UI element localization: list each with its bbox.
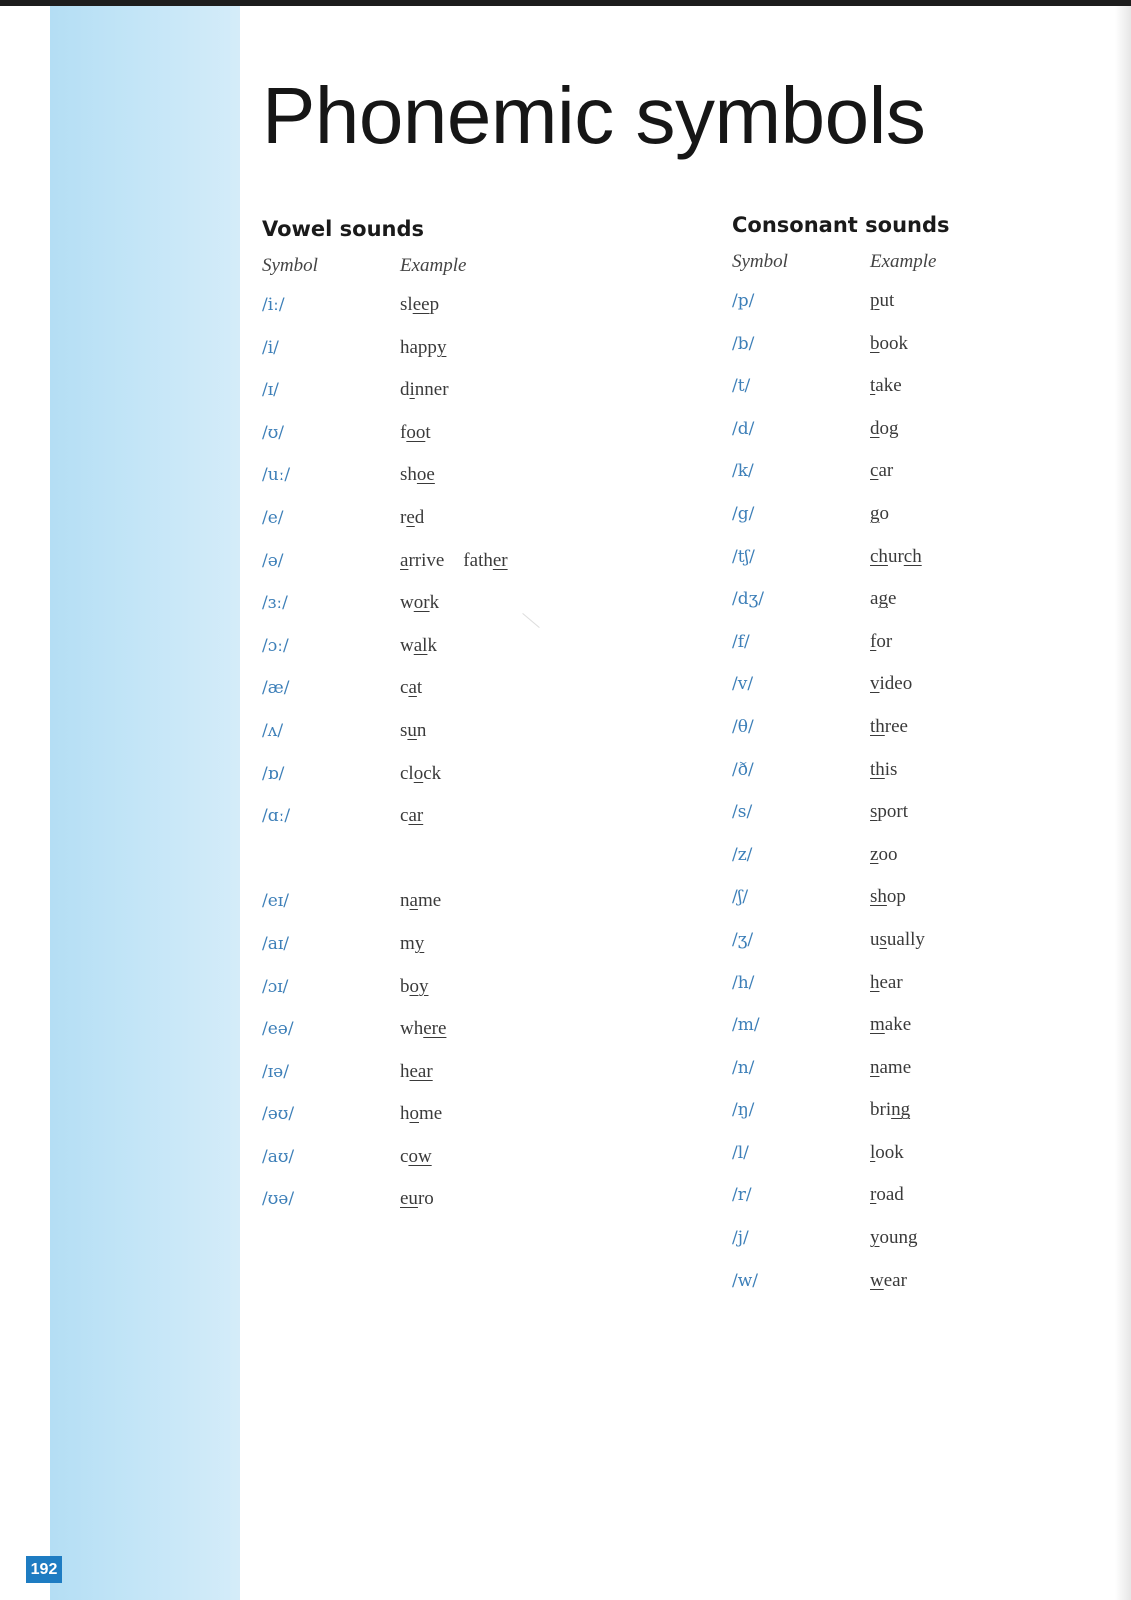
phonemic-symbol: /t/ [732,376,751,397]
example-word: for [870,630,893,652]
phonemic-symbol: /e/ [262,507,284,528]
phonemic-symbol: /aɪ/ [262,933,290,954]
list-item [262,847,602,890]
phonemic-symbol: /eə/ [262,1019,294,1040]
list-item [262,1017,602,1060]
phonemic-symbol: /ʊə/ [262,1189,295,1210]
example-word: make [870,1014,912,1036]
list-item [732,417,1072,460]
example-word: where [400,1018,447,1040]
example-word: home [400,1103,443,1125]
example-word: this [870,758,898,780]
example-word: red [400,506,425,528]
list-item [732,332,1072,375]
example-word: zoo [870,843,898,865]
consonant-sounds-section [732,211,1072,1311]
phonemic-symbol: /ʊ/ [262,422,284,443]
example-word: put [870,290,895,311]
phonemic-symbol: /i/ [262,337,279,358]
page-number: 192 [26,1556,62,1583]
list-item [732,715,1072,758]
list-item [732,971,1072,1014]
phonemic-symbol: /aʊ/ [262,1146,295,1167]
list-item [262,804,602,847]
example-column-label: Example [870,251,937,272]
phonemic-symbol: /ɪə/ [262,1061,289,1082]
example-word: boy [400,975,429,997]
side-color-band [50,6,240,1600]
list-item [262,1060,602,1103]
list-item [732,800,1072,843]
example-word: hear [400,1060,433,1082]
list-item [262,378,602,421]
list-item [732,1183,1072,1226]
phonemic-symbol: /l/ [732,1142,749,1163]
phonemic-symbol: /j/ [732,1228,749,1249]
list-item [732,1141,1072,1184]
consonant-column-headers [732,251,1072,277]
example-word: video [870,673,913,695]
list-item [262,463,602,506]
phonemic-symbol: /əʊ/ [262,1104,295,1125]
example-word: sport [870,801,909,823]
example-word: usually [870,928,925,950]
example-word: sleep [400,294,440,315]
page-title: Phonemic symbols [262,71,926,160]
example-word: walk [400,634,437,656]
phonemic-symbol: /d/ [732,418,755,439]
example-word: cat [400,677,423,699]
list-item [262,549,602,592]
list-item [732,630,1072,673]
list-item [262,975,602,1018]
list-item [262,336,602,379]
page-edge-shadow [1115,6,1131,1600]
phonemic-symbol: /s/ [732,802,753,823]
example-word: happy [400,336,447,358]
vowel-list [262,293,602,1230]
example-word: car [400,805,424,827]
example-word: young [870,1227,918,1249]
phonemic-symbol: /m/ [732,1015,760,1036]
list-item [732,587,1072,630]
phonemic-symbol: /ɒ/ [262,763,285,784]
list-item [732,928,1072,971]
phonemic-symbol: /ʒ/ [732,929,754,950]
example-word: car [870,460,894,482]
example-word: work [400,592,440,614]
example-word: go [870,502,889,524]
example-word: age [870,588,897,610]
list-item [262,762,602,805]
phonemic-symbol: /uː/ [262,465,291,486]
example-word: book [870,332,908,354]
list-item [732,545,1072,588]
list-item [732,289,1072,332]
consonant-sounds-heading: Consonant sounds [732,213,950,237]
example-word: name [870,1056,912,1078]
phonemic-symbol: /n/ [732,1057,755,1078]
phonemic-symbol: /tʃ/ [732,546,755,567]
list-item [732,843,1072,886]
phonemic-symbol: /p/ [732,291,755,311]
phonemic-symbol: /ɔɪ/ [262,976,289,997]
example-word: dinner [400,379,449,401]
phonemic-symbol: /ɔː/ [262,635,289,656]
example-word: my [400,932,425,954]
phonemic-symbol: /r/ [732,1185,752,1206]
example-word: dog [870,417,899,439]
list-item [732,885,1072,928]
list-item [262,719,602,762]
example-word: clock [400,762,442,784]
phonemic-symbol: /g/ [732,503,755,524]
phonemic-symbol: /ʃ/ [732,887,749,908]
example-word: shoe [400,464,435,486]
example-word: bring [870,1099,911,1121]
example-word: foot [400,421,431,443]
list-item [732,1269,1072,1312]
phonemic-symbol: /ð/ [732,759,754,780]
list-item [262,506,602,549]
phonemic-symbol: /v/ [732,674,754,695]
example-word: arrive father [400,549,508,571]
list-item [262,421,602,464]
example-word: church [870,545,922,567]
list-item [732,1056,1072,1099]
list-item [732,758,1072,801]
example-word: road [870,1184,904,1206]
phonemic-symbol: /ɑː/ [262,806,291,827]
consonant-list [732,289,1072,1311]
phonemic-symbol: /ɪ/ [262,380,279,401]
list-item [732,1013,1072,1056]
list-item [732,1226,1072,1269]
list-item [262,1187,602,1230]
phonemic-symbol: /iː/ [262,295,285,315]
list-item [732,459,1072,502]
phonemic-symbol: /ɜː/ [262,593,288,614]
phonemic-symbol: /θ/ [732,716,754,737]
example-word: three [870,715,908,737]
phonemic-symbol: /eɪ/ [262,891,289,912]
list-item [262,932,602,975]
example-word: cow [400,1145,432,1167]
phonemic-symbol: /dʒ/ [732,589,764,610]
list-item [262,889,602,932]
phonemic-symbol: /h/ [732,972,755,993]
phonemic-symbol: /w/ [732,1270,759,1291]
phonemic-symbol: /b/ [732,333,755,354]
example-word: sun [400,719,427,741]
vowel-sounds-heading: Vowel sounds [262,217,425,241]
list-item [262,1102,602,1145]
symbol-column-label: Symbol [732,251,788,272]
phonemic-symbol: /æ/ [262,678,290,699]
list-item [262,634,602,677]
example-column-label: Example [400,255,467,276]
vowel-column-headers [262,255,602,281]
example-word: name [400,890,442,912]
example-word: euro [400,1188,434,1210]
phonemic-symbol: /z/ [732,844,753,865]
phonemic-symbol: /ʌ/ [262,720,284,741]
list-item [262,1145,602,1188]
example-word: look [870,1141,904,1163]
example-word: shop [870,886,906,908]
phonemic-symbol: /ə/ [262,550,284,571]
list-item [262,676,602,719]
list-item [732,502,1072,545]
list-item [262,293,602,336]
list-item [732,672,1072,715]
phonemic-symbol: /ŋ/ [732,1100,755,1121]
phonemic-symbol: /f/ [732,631,750,652]
list-item [732,1098,1072,1141]
symbol-column-label: Symbol [262,255,318,276]
example-word: wear [870,1269,907,1291]
list-item [262,591,602,634]
list-item [732,374,1072,417]
vowel-sounds-section [262,215,602,1230]
phonemic-symbol: /k/ [732,461,754,482]
example-word: take [870,375,902,397]
example-word: hear [870,971,903,993]
